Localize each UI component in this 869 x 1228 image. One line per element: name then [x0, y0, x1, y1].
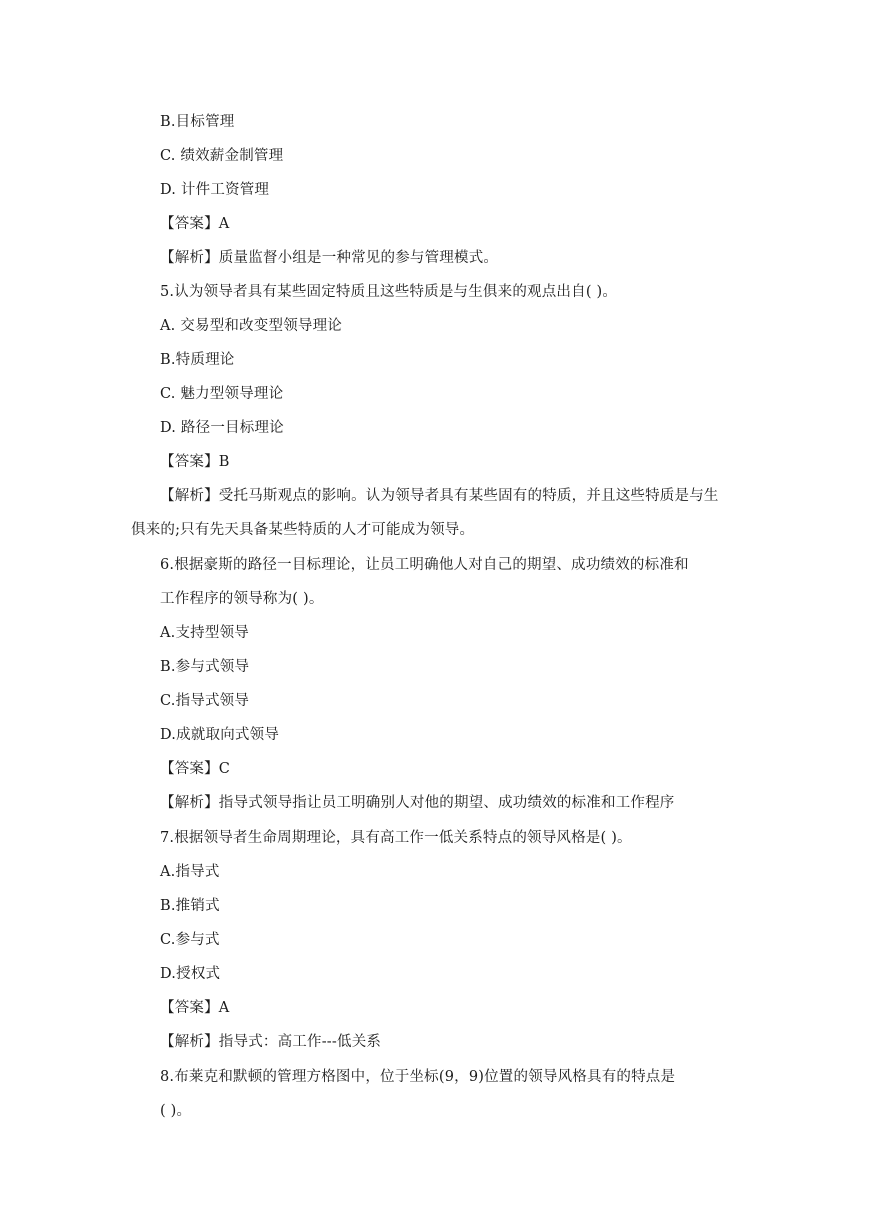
- q5-option-d: D. 路径一目标理论: [160, 420, 284, 436]
- q6-question-line2: 工作程序的领导称为( )。: [160, 591, 324, 607]
- q5-option-b: B.特质理论: [160, 352, 235, 368]
- q4-option-d: D. 计件工资管理: [160, 182, 270, 198]
- q4-option-b: B.目标管理: [160, 114, 235, 130]
- q6-option-c: C.指导式领导: [160, 693, 250, 709]
- q6-question-line1: 6.根据豪斯的路径一目标理论，让员工明确他人对自己的期望、成功绩效的标准和: [160, 557, 689, 573]
- q5-option-c: C. 魅力型领导理论: [160, 386, 284, 402]
- q5-option-a: A. 交易型和改变型领导理论: [160, 318, 342, 334]
- q7-option-d: D.授权式: [160, 966, 221, 982]
- q6-option-a: A.支持型领导: [160, 625, 249, 641]
- q4-option-c: C. 绩效薪金制管理: [160, 148, 284, 164]
- q6-option-d: D.成就取向式领导: [160, 727, 280, 743]
- q6-option-b: B.参与式领导: [160, 659, 250, 675]
- q6-analysis: 【解析】指导式领导指让员工明确别人对他的期望、成功绩效的标准和工作程序: [160, 795, 675, 811]
- q7-option-b: B.推销式: [160, 898, 220, 914]
- q7-option-c: C.参与式: [160, 932, 220, 948]
- q7-analysis: 【解析】指导式：高工作---低关系: [160, 1034, 382, 1050]
- q8-question-line1: 8.布莱克和默顿的管理方格图中，位于坐标(9，9)位置的领导风格具有的特点是: [160, 1069, 676, 1085]
- q4-answer: 【答案】A: [160, 216, 230, 232]
- q5-question: 5.认为领导者具有某些固定特质且这些特质是与生俱来的观点出自( )。: [160, 284, 618, 300]
- q4-analysis: 【解析】质量监督小组是一种常见的参与管理模式。: [160, 250, 499, 266]
- q7-option-a: A.指导式: [160, 864, 220, 880]
- q6-answer: 【答案】C: [160, 761, 231, 777]
- q5-analysis-line1: 【解析】受托马斯观点的影响。认为领导者具有某些固有的特质，并且这些特质是与生: [160, 488, 719, 504]
- q7-question: 7.根据领导者生命周期理论，具有高工作一低关系特点的领导风格是( )。: [160, 830, 632, 846]
- q7-answer: 【答案】A: [160, 1000, 230, 1016]
- q5-analysis-line2: 俱来的;只有先天具备某些特质的人才可能成为领导。: [131, 522, 475, 538]
- q5-answer: 【答案】B: [160, 454, 230, 470]
- q8-question-line2: ( )。: [160, 1103, 192, 1119]
